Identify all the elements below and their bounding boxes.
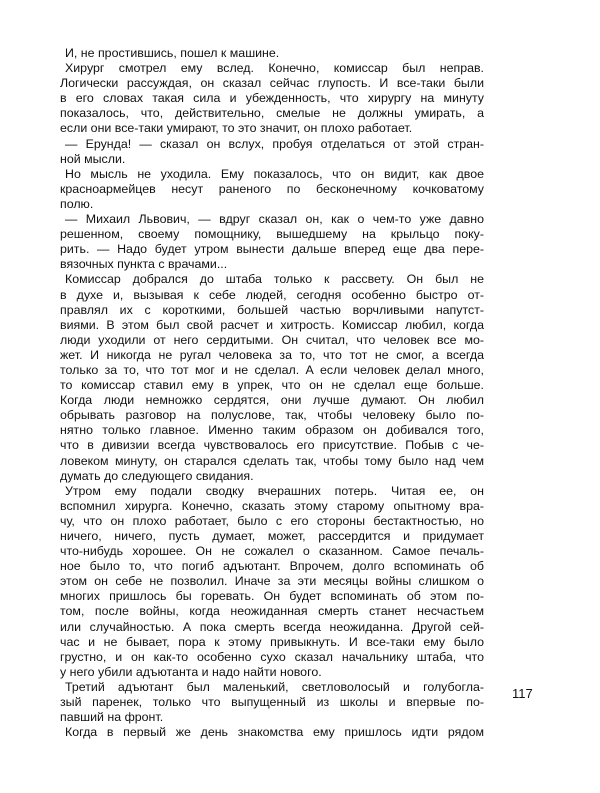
text-line: — Ерунда! — сказал он вслух, пробуя отделаться от этой стран- <box>65 136 484 151</box>
text-line: зый паренек, только что выпущенный из школы и впервые по- <box>60 695 484 710</box>
text-line: Утром ему подали сводку вчерашних потерь. Читая ее, он <box>65 483 484 498</box>
text-line: ное было то, что погиб адъютант. Впрочем, долго вспоминать об <box>60 559 484 574</box>
text-line: ловеком минуту, он старался сделать так, чтобы тому было над чем <box>60 453 484 468</box>
text-line: или случайностью. А пока смерть всегда неожиданна. Другой сей- <box>60 619 484 634</box>
text-line: час и не бывает, пора к этому привыкнуть. И все-таки ему было <box>60 634 484 649</box>
text-line: павший на фронт. <box>60 710 164 725</box>
text-line: ничего, ничего, пусть думает, может, рассердится и придумает <box>60 529 484 543</box>
text-line: виями. В этом был свой расчет и хитрость. Комиссар любил, когда <box>60 317 484 332</box>
text-line: только за то, что тот мог и не сделал. А если человек делал много, <box>60 362 484 377</box>
text-line: что в дивизии всегда чувствовалось его присутствие. Побыв с че- <box>60 438 484 453</box>
text-line: правлял их с короткими, большей частью ворчливыми напутст- <box>60 302 484 317</box>
text-line: обрывать разговор на полуслове, так, чтобы человеку было по- <box>60 408 484 423</box>
text-line: рить. — Надо будет утром вынести дальше вперед еще два пере- <box>60 242 484 257</box>
text-line: чу, что он плохо работает, было с его стороны бестактностью, но <box>60 513 484 528</box>
text-line: думать до следующего свидания. <box>60 468 254 483</box>
text-line: в духе и, вызывая к себе людей, сегодня особенно быстро от- <box>60 287 484 302</box>
text-line: красноармейцев несут раненого по бесконечному кочковатому <box>60 181 484 196</box>
text-line: что-нибудь хорошее. Он не сожалел о сказанном. Самое печаль- <box>60 544 484 559</box>
text-line: если они все-таки умирают, то это значит, он плохо работает. <box>60 121 413 136</box>
text-line: многих пришлось бы горевать. Он будет вспоминать об этом по- <box>60 589 484 604</box>
text-line: Когда в первый же день знакомства ему пришлось идти рядом <box>65 725 484 740</box>
text-line: вязочных пункта с врачами... <box>60 257 228 272</box>
text-line: Логически рассуждая, он сказал сейчас глупость. И все-таки были <box>60 76 484 91</box>
text-line: решенном, своему помощнику, вышедшему на крыльцо поку- <box>60 227 484 242</box>
text-line: Комиссар добрался до штаба только к рассвету. Он был не <box>65 272 484 287</box>
text-line: Но мысль не уходила. Ему показалось, что он видит, как двое <box>65 166 484 181</box>
text-line: у него убили адъютанта и надо найти нового. <box>60 664 322 679</box>
page-number: 117 <box>512 686 533 701</box>
text-line: Когда люди немножко сердятся, они лучше думают. Он любил <box>60 393 484 408</box>
text-line: нятно только главное. Именно таким образом он добивался того, <box>60 423 484 438</box>
text-line: полю. <box>60 196 94 211</box>
text-line: то комиссар ставил ему в упрек, что он не сделал еще больше. <box>60 378 484 393</box>
text-line: в его словах такая сила и убежденность, что хирургу на минуту <box>60 91 484 106</box>
text-line: Третий адъютант был маленький, светловолосый и голубогла- <box>65 679 484 694</box>
text-line: грустно, и он как-то особенно сухо сказал начальнику штаба, что <box>60 649 484 664</box>
text-line: этом он себе не позволил. Иначе за эти месяцы войны слишком о <box>60 574 484 589</box>
text-line: — Михаил Львович, — вдруг сказал он, как о чем-то уже давно <box>65 212 484 227</box>
text-line: том, после войны, когда неожиданная смерть станет несчастьем <box>60 604 484 619</box>
page-text-block <box>60 46 484 740</box>
text-line: Хирург смотрел ему вслед. Конечно, комиссар был неправ. <box>65 61 484 76</box>
text-line: показалось, что, действительно, смелые не должны умирать, а <box>60 106 484 121</box>
text-line: И, не простившись, пошел к машине. <box>65 46 280 60</box>
text-line: вспомнил хирурга. Конечно, сказать этому старому опытному вра- <box>60 498 484 513</box>
text-line: люди уходили от него сердитыми. Он считал, что человек все мо- <box>60 332 484 347</box>
text-line: жет. И никогда не ругал человека за то, что тот не смог, а всегда <box>60 347 484 362</box>
text-line: ной мысли. <box>60 151 126 166</box>
